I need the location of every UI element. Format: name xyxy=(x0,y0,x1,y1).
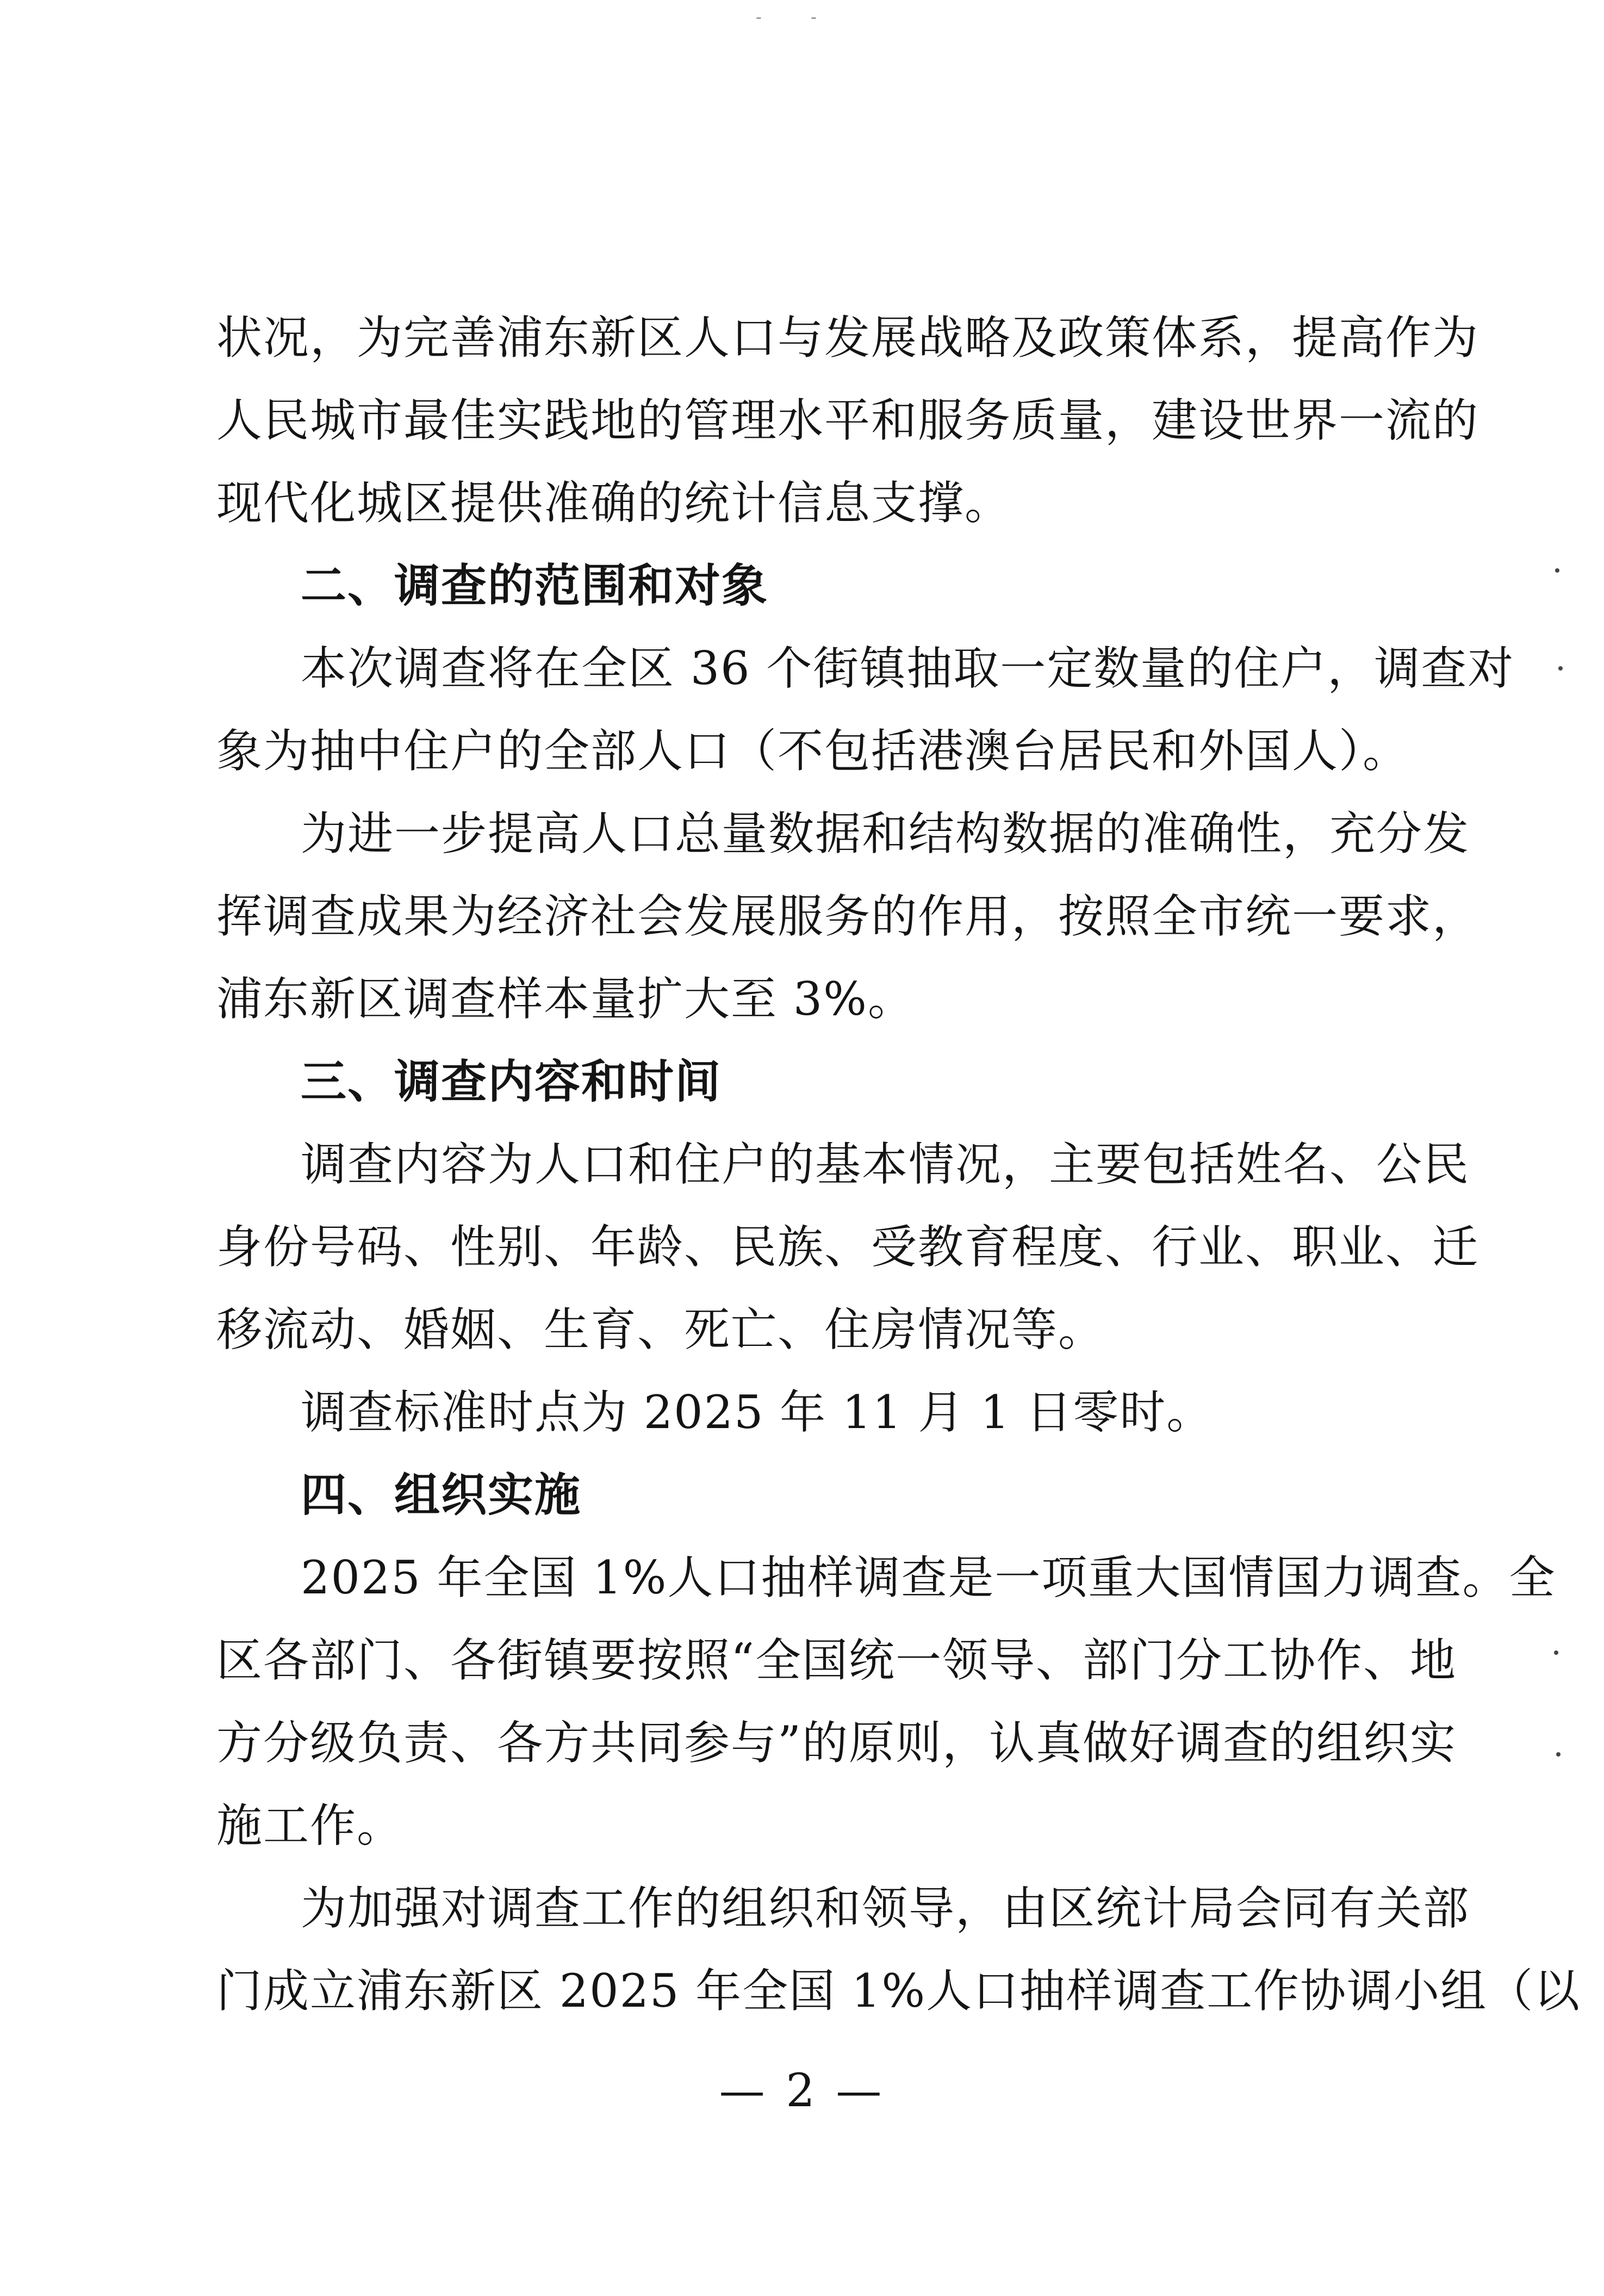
scan-speck xyxy=(1554,1650,1558,1655)
text-line: 浦东新区调查样本量扩大至 3%。 xyxy=(216,972,915,1026)
text-line: 状况，为完善浦东新区人口与发展战略及政策体系，提高作为 xyxy=(216,311,1479,364)
page-number: — 2 — xyxy=(719,2064,885,2117)
text-line: 2025 年全国 1%人口抽样调查是一项重大国情国力调查。全 xyxy=(301,1551,1556,1604)
text-line: 挥调查成果为经济社会发展服务的作用，按照全市统一要求， xyxy=(216,890,1479,943)
text-line: 本次调查将在全区 36 个街镇抽取一定数量的住户，调查对 xyxy=(301,642,1515,695)
text-line: 门成立浦东新区 2025 年全国 1%人口抽样调查工作协调小组（以 xyxy=(216,1964,1581,2018)
text-line: 为进一步提高人口总量数据和结构数据的准确性，充分发 xyxy=(301,807,1470,860)
text-line: 象为抽中住户的全部人口（不包括港澳台居民和外国人）。 xyxy=(216,724,1410,778)
text-line: 现代化城区提供准确的统计信息支撑。 xyxy=(216,476,1012,530)
text-line: 调查标准时点为 2025 年 11 月 1 日零时。 xyxy=(301,1386,1214,1439)
text-line: 区各部门、各街镇要按照“全国统一领导、部门分工协作、地 xyxy=(216,1634,1457,1687)
section-heading: 二、调查的范围和对象 xyxy=(301,559,769,612)
scan-speck xyxy=(1556,1752,1561,1757)
scan-speck xyxy=(1558,666,1563,671)
text-line: 移流动、婚姻、生育、死亡、住房情况等。 xyxy=(216,1303,1105,1356)
text-line: 施工作。 xyxy=(216,1799,404,1852)
section-heading: 四、组织实施 xyxy=(301,1468,582,1522)
section-heading: 三、调查内容和时间 xyxy=(301,1055,722,1108)
text-line: 调查内容为人口和住户的基本情况，主要包括姓名、公民 xyxy=(301,1138,1470,1191)
top-scan-marks: - - xyxy=(756,7,838,27)
text-line: 人民城市最佳实践地的管理水平和服务质量，建设世界一流的 xyxy=(216,394,1479,447)
text-line: 为加强对调查工作的组织和领导，由区统计局会同有关部 xyxy=(301,1882,1470,1935)
text-line: 方分级负责、各方共同参与”的原则，认真做好调查的组织实 xyxy=(216,1716,1457,1770)
text-line: 身份号码、性别、年龄、民族、受教育程度、行业、职业、迁 xyxy=(216,1220,1479,1274)
body-text xyxy=(216,296,1581,2032)
scan-speck xyxy=(1555,568,1559,573)
